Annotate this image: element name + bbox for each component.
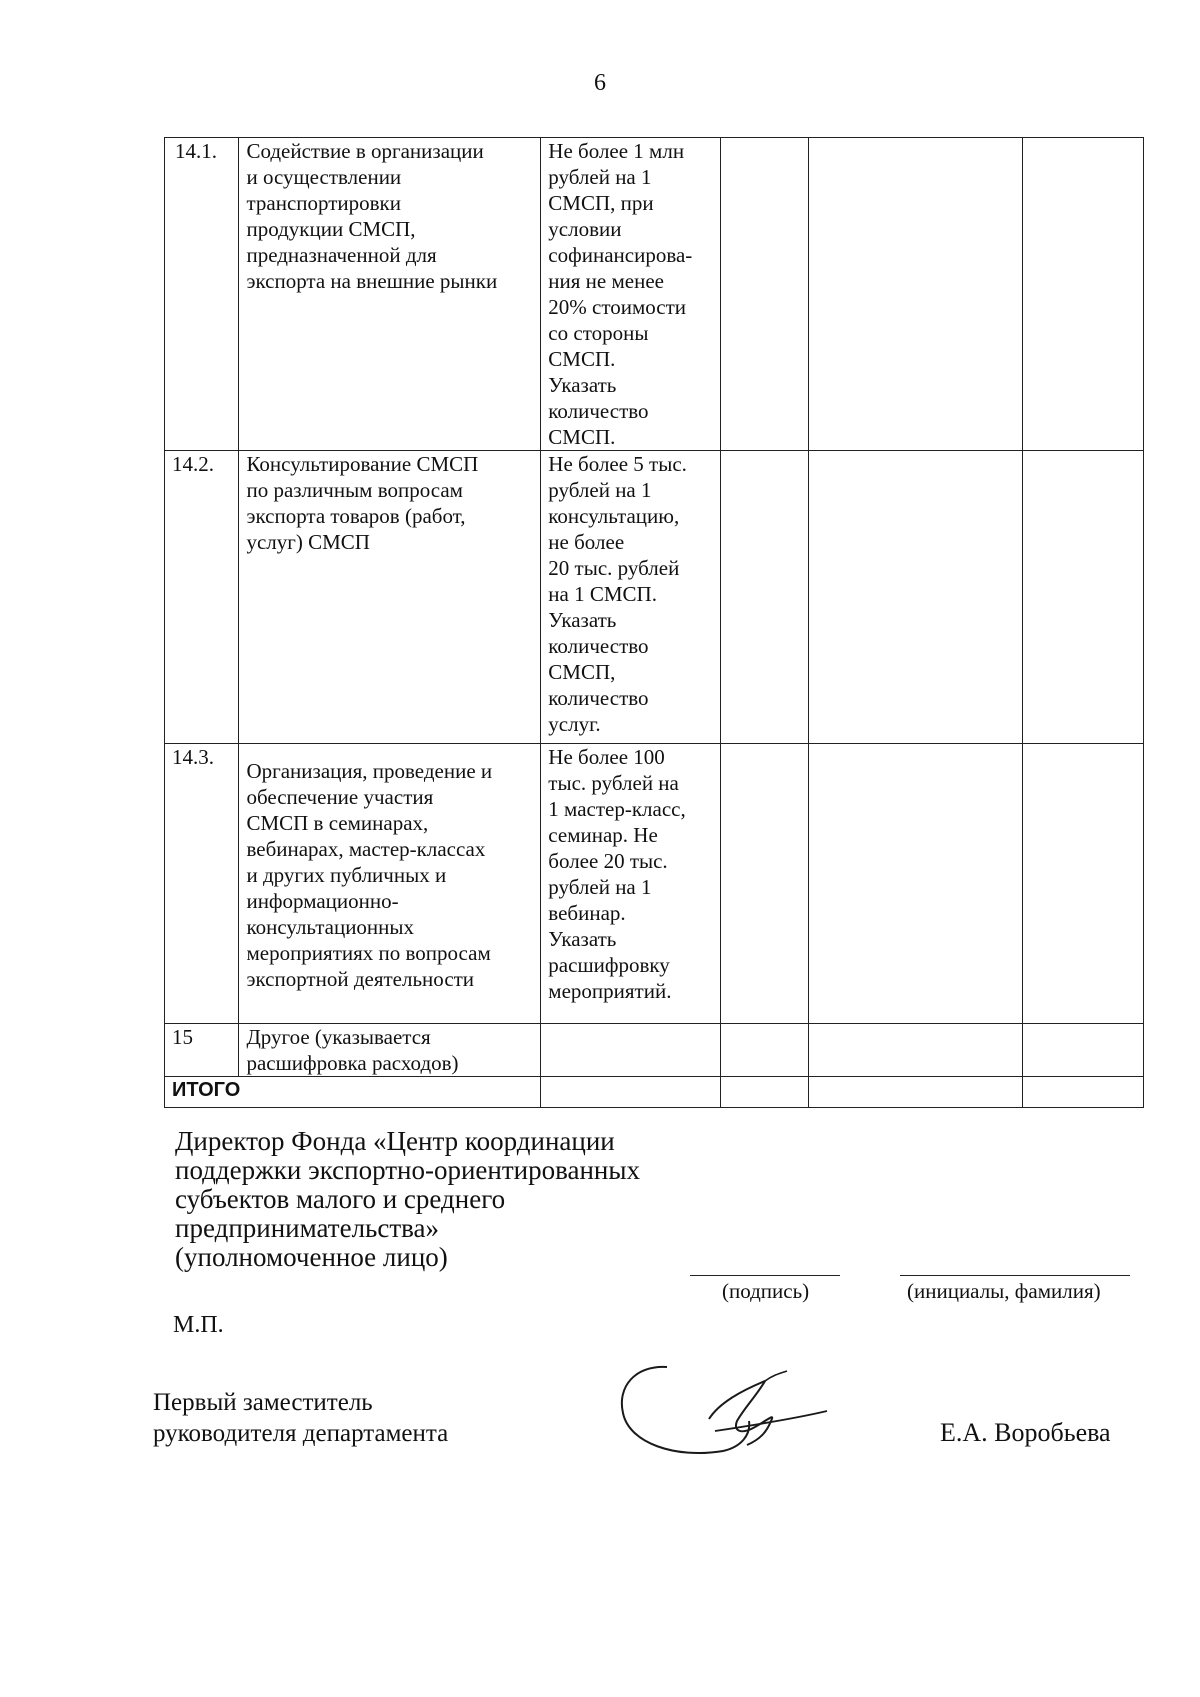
row-number: 14.1.	[165, 138, 239, 451]
row-number: 14.3.	[165, 744, 239, 1024]
empty-cell	[808, 1024, 1022, 1077]
empty-cell	[808, 1077, 1022, 1108]
empty-cell	[1023, 138, 1144, 451]
empty-cell	[721, 138, 809, 451]
name-line	[900, 1275, 1130, 1276]
row-description: Организация, проведение и обеспечение участия СМСП в семинарах, вебинарах, мастер-классах и других публичных и информационно- консультационных мероприятиях по вопросам экспортной деятельности	[239, 744, 541, 1024]
page-number: 6	[594, 70, 606, 96]
row-number: 15	[165, 1024, 239, 1077]
empty-cell	[808, 138, 1022, 451]
empty-cell	[721, 1077, 809, 1108]
empty-cell	[541, 1077, 721, 1108]
table-row	[165, 138, 1144, 451]
row-limit: Не более 5 тыс. рублей на 1 консультацию, не более 20 тыс. рублей на 1 СМСП. Указать количество СМСП, количество услуг.	[541, 451, 721, 744]
empty-cell	[721, 451, 809, 744]
row-description: Другое (указывается расшифровка расходов)	[239, 1024, 541, 1077]
table-row	[165, 451, 1144, 744]
row-description: Консультирование СМСП по различным вопросам экспорта товаров (работ, услуг) СМСП	[239, 451, 541, 744]
row-number: 14.2.	[165, 451, 239, 744]
table-row	[165, 1024, 1144, 1077]
total-row	[165, 1077, 1144, 1108]
row-description: Содействие в организации и осуществлении транспортировки продукции СМСП, предназначенной для экспорта на внешние рынки	[239, 138, 541, 451]
signature-line	[690, 1275, 840, 1276]
empty-cell	[1023, 1077, 1144, 1108]
row-limit: Не более 100 тыс. рублей на 1 мастер-класс, семинар. Не более 20 тыс. рублей на 1 вебинар. Указать расшифровку мероприятий.	[541, 744, 721, 1024]
row-limit	[541, 1024, 721, 1077]
table-row	[165, 744, 1144, 1024]
total-label: ИТОГО	[165, 1077, 541, 1108]
empty-cell	[1023, 451, 1144, 744]
stamp-placeholder: М.П.	[173, 1312, 224, 1338]
empty-cell	[808, 744, 1022, 1024]
deputy-name: Е.А. Воробьева	[940, 1418, 1111, 1447]
signature-caption: (подпись)	[722, 1279, 810, 1303]
empty-cell	[1023, 744, 1144, 1024]
handwritten-signature	[615, 1355, 845, 1470]
deputy-position: Первый заместитель руководителя департамента	[153, 1389, 449, 1447]
empty-cell	[721, 744, 809, 1024]
empty-cell	[808, 451, 1022, 744]
name-caption: (инициалы, фамилия)	[907, 1279, 1101, 1303]
expenses-table	[164, 137, 1144, 1108]
empty-cell	[721, 1024, 809, 1077]
row-limit: Не более 1 млн рублей на 1 СМСП, при условии софинансирова- ния не менее 20% стоимости со стороны СМСП. Указать количество СМСП.	[541, 138, 721, 451]
director-title: Директор Фонда «Центр координации поддержки экспортно-ориентированных субъектов малого и среднего предпринимательства» (уполномоченное лицо)	[175, 1126, 640, 1272]
empty-cell	[1023, 1024, 1144, 1077]
